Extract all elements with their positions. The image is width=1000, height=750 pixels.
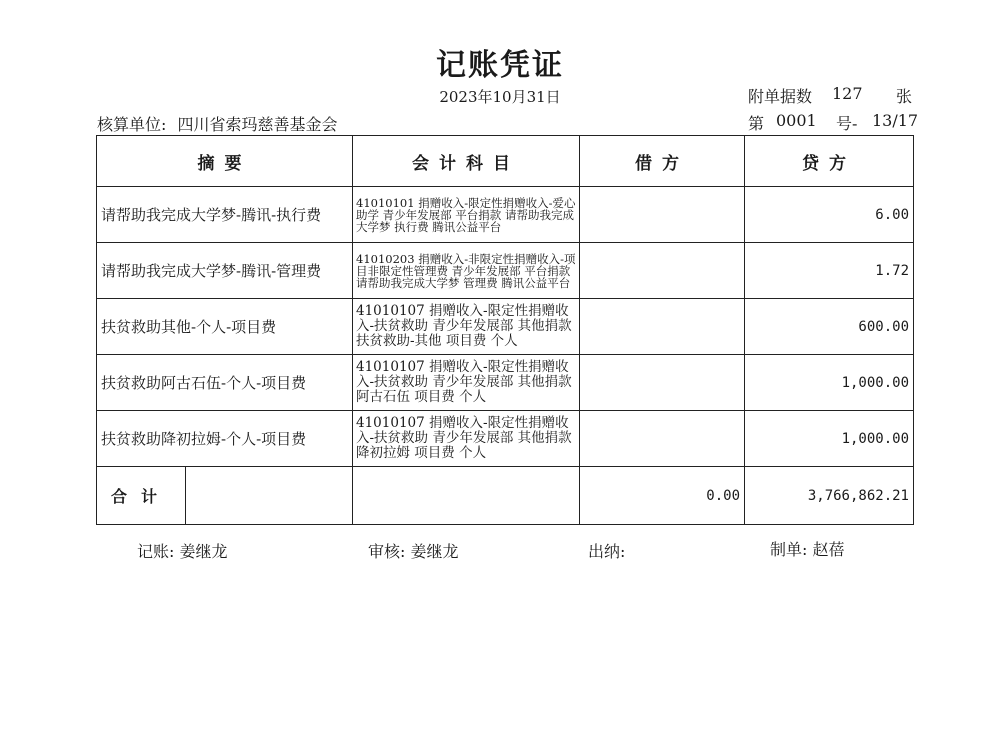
row-credit: 600.00 [745,299,914,355]
voucher-number-prefix: 第 [748,114,765,133]
total-credit: 3,766,862.21 [745,467,914,525]
voucher-number-value: 0001 [776,111,817,130]
table-header-row [97,136,914,187]
row-credit: 1,000.00 [745,411,914,467]
attachment-unit: 张 [896,87,913,106]
row-debit [580,411,745,467]
row-credit: 1.72 [745,243,914,299]
bookkeeper-signature: 记账: 姜继龙 [137,542,228,561]
row-debit [580,187,745,243]
row-debit [580,243,745,299]
accounting-unit [97,112,338,135]
row-account: 41010107 捐赠收入-限定性捐赠收入-扶贫救助 青少年发展部 其他捐款 扶贫救助-其他 项目费 个人 [353,299,580,355]
total-account-cell [353,467,580,525]
row-credit: 1,000.00 [745,355,914,411]
voucher-number-suffix: 号- [836,114,858,133]
attachment-count [748,84,918,107]
table-row [97,243,914,299]
reviewer-signature: 审核: 姜继龙 [368,542,459,561]
header-credit: 贷方 [745,136,914,187]
total-row [97,467,914,525]
header-summary: 摘要 [97,136,353,187]
row-account: 41010101 捐赠收入-限定性捐赠收入-爱心助学 青少年发展部 平台捐款 请帮助我完成大学梦 执行费 腾讯公益平台 [353,187,580,243]
header-debit: 借方 [580,136,745,187]
attachment-label: 附单据数 [748,87,813,106]
header-account: 会计科目 [353,136,580,187]
row-account: 41010107 捐赠收入-限定性捐赠收入-扶贫救助 青少年发展部 其他捐款 阿古石伍 项目费 个人 [353,355,580,411]
table-row [97,187,914,243]
table-row [97,355,914,411]
row-summary: 扶贫救助降初拉姆-个人-项目费 [97,411,353,467]
maker-signature: 制单: 赵蓓 [770,540,845,559]
table-row [97,411,914,467]
total-label: 合计 [97,467,186,524]
row-summary: 扶贫救助阿古石伍-个人-项目费 [97,355,353,411]
row-summary: 请帮助我完成大学梦-腾讯-管理费 [97,243,353,299]
table-row [97,299,914,355]
voucher-table [96,135,914,525]
row-account: 41010107 捐赠收入-限定性捐赠收入-扶贫救助 青少年发展部 其他捐款 降初拉姆 项目费 个人 [353,411,580,467]
cashier-signature: 出纳: [588,542,626,561]
voucher-title: 记账凭证 [436,48,564,83]
row-credit: 6.00 [745,187,914,243]
attachment-number: 127 [832,84,863,103]
row-summary: 扶贫救助其他-个人-项目费 [97,299,353,355]
total-summary-cell [97,467,353,525]
row-account: 41010203 捐赠收入-非限定性捐赠收入-项目非限定性管理费 青少年发展部 平台捐款 请帮助我完成大学梦 管理费 腾讯公益平台 [353,243,580,299]
row-debit [580,299,745,355]
accounting-unit-value: 四川省索玛慈善基金会 [177,115,338,134]
voucher-page: 13/17 [872,111,919,130]
accounting-unit-label: 核算单位: [97,115,167,134]
voucher-date: 2023年10月31日 [439,88,561,106]
total-debit: 0.00 [580,467,745,525]
row-summary: 请帮助我完成大学梦-腾讯-执行费 [97,187,353,243]
row-debit [580,355,745,411]
